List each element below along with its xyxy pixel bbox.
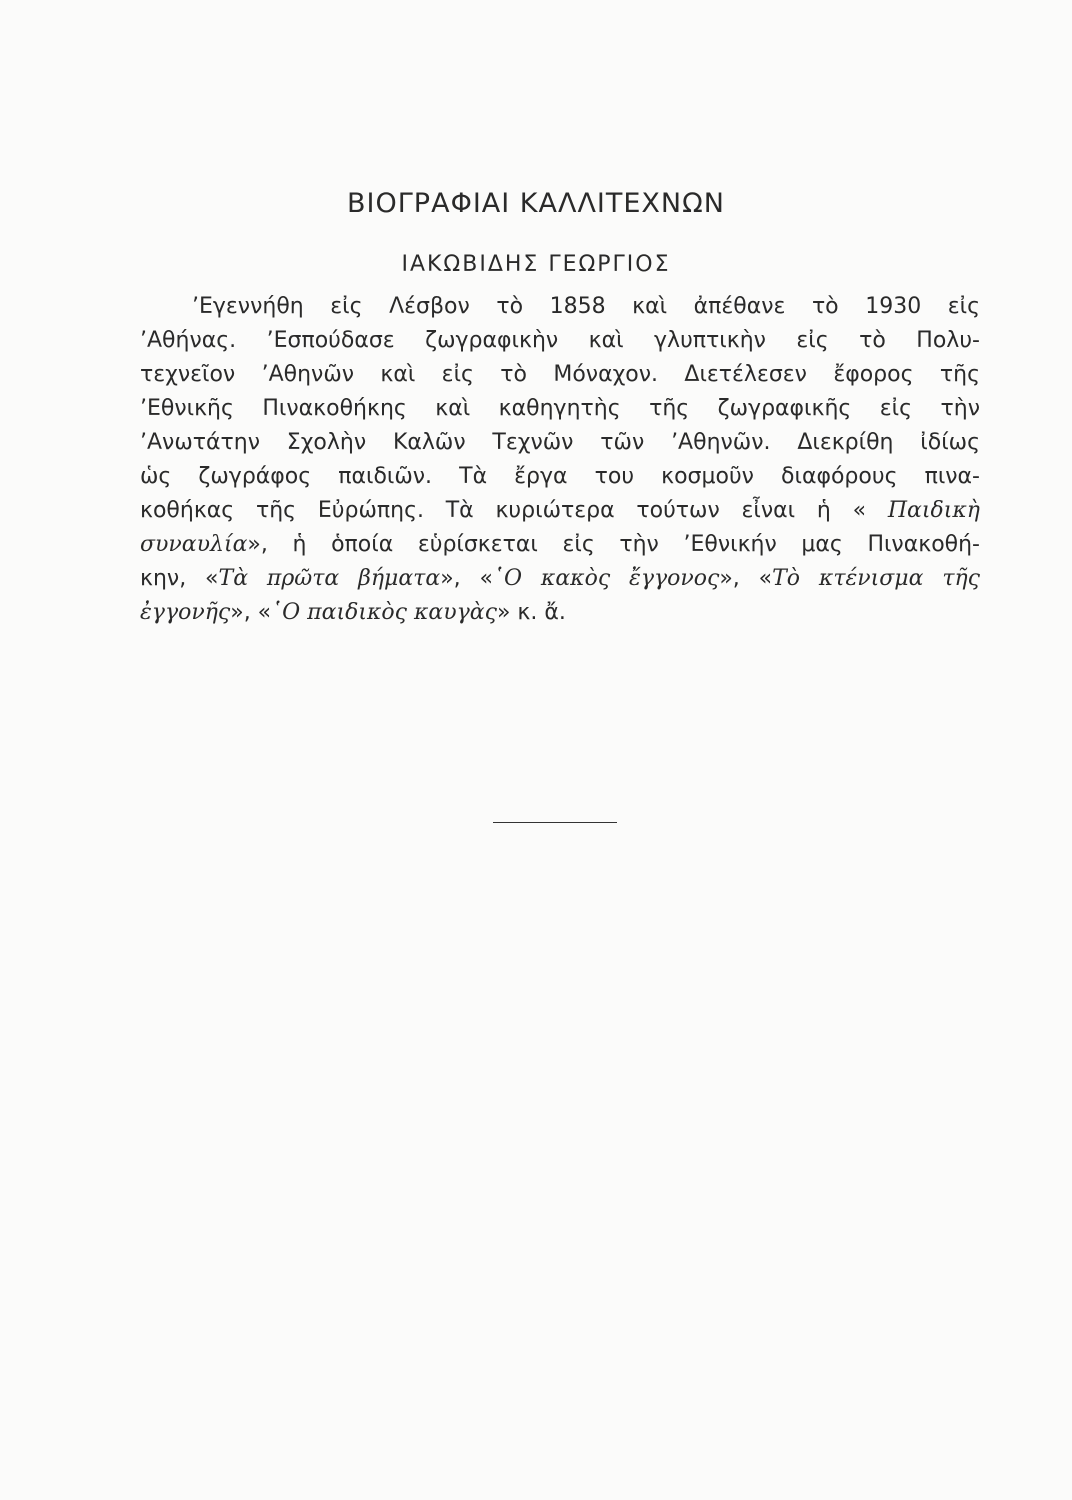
section-title: ΒΙΟΓΡΑΦΙΑΙ ΚΑΛΛΙΤΕΧΝΩΝ <box>347 188 725 219</box>
line-text: » κ. ἄ. <box>496 600 566 625</box>
paragraph-line: ὡς ζωγράφος παιδιῶν. Τὰ ἔργα του κοσμοῦν διαφόρους πινα- <box>140 464 980 489</box>
paragraph-line: τεχνεῖον ’Αθηνῶν καὶ εἰς τὸ Μόναχον. Διετέλεσεν ἔφορος τῆς <box>140 362 980 387</box>
paragraph-line: ’Αθήνας. ’Εσπούδασε ζωγραφικὴν καὶ γλυπτικὴν εἰς τὸ Πολυ- <box>140 328 980 353</box>
artwork-title: Τὰ πρῶτα βήματα <box>218 566 441 591</box>
paragraph-line: ’Εθνικῆς Πινακοθήκης καὶ καθηγητὴς τῆς ζωγραφικῆς εἰς τὴν <box>140 396 980 421</box>
paragraph-line: ’Ανωτάτην Σχολὴν Καλῶν Τεχνῶν τῶν ’Αθηνῶν. Διεκρίθη ἰδίως <box>140 430 980 455</box>
artwork-title: ἐγγονῆς <box>140 600 231 625</box>
artwork-title: Τὸ κτένισμα τῆς <box>772 566 980 591</box>
artwork-title: ῾Ο παιδικὸς καυγὰς <box>271 600 497 625</box>
line-text: », ἡ ὁποία εὑρίσκεται εἰς τὴν ’Εθνικήν μας Πινακοθή- <box>247 532 980 557</box>
biography-paragraph <box>140 290 980 630</box>
artwork-title: συναυλία <box>140 532 248 557</box>
line-text: », « <box>440 566 493 591</box>
line-text: », « <box>719 566 773 591</box>
paragraph-line <box>140 528 980 562</box>
paragraph-line <box>140 494 980 528</box>
section-divider <box>493 822 617 823</box>
artwork-title: ῾Ο κακὸς ἔγγονος <box>493 566 720 591</box>
artwork-title: Παιδικὴ <box>887 498 980 523</box>
line-text: κην, « <box>140 566 219 591</box>
line-text: κοθήκας τῆς Εὐρώπης. Τὰ κυριώτερα τούτων εἶναι ἡ « <box>140 498 867 523</box>
paragraph-line <box>140 596 980 630</box>
line-text: », « <box>230 600 272 625</box>
paragraph-line <box>140 562 980 596</box>
artist-name: ΙΑΚΩΒΙΔΗΣ ΓΕΩΡΓΙΟΣ <box>401 252 671 277</box>
paragraph-line: ’Εγεννήθη εἰς Λέσβον τὸ 1858 καὶ ἀπέθανε τὸ 1930 εἰς <box>192 294 980 319</box>
